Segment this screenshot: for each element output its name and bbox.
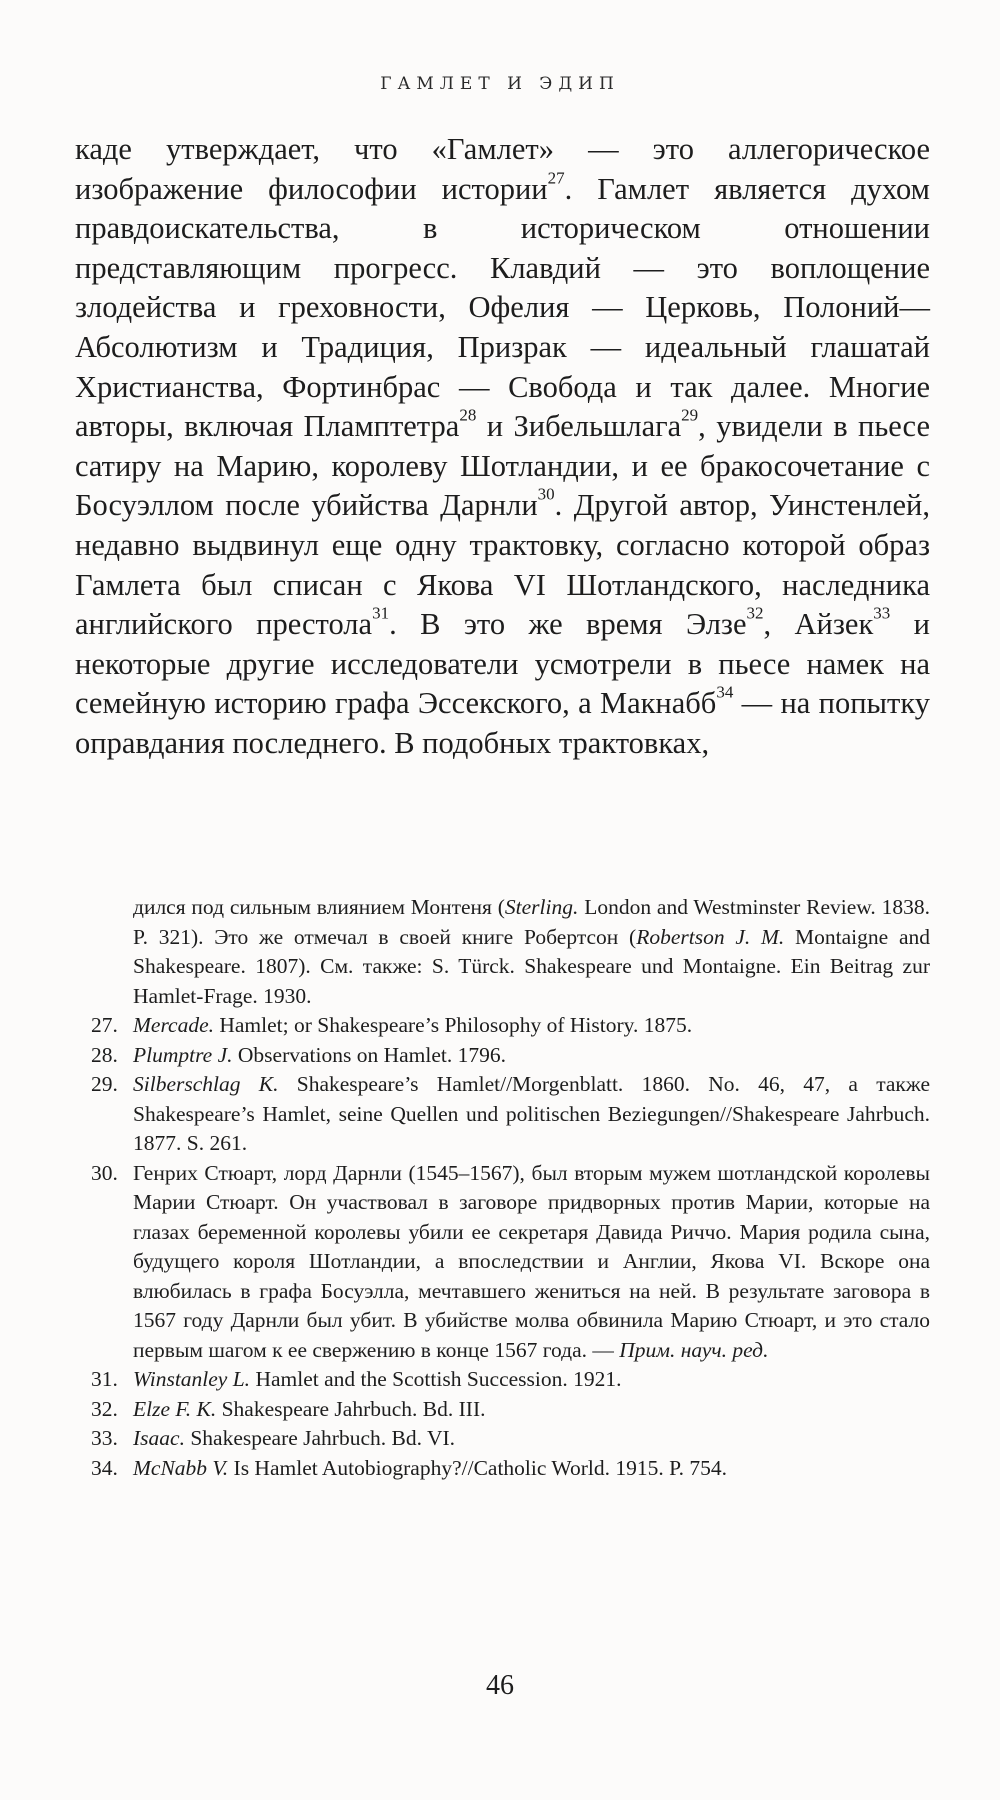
footnote-27: 27. Mercade. Hamlet; or Shakespeare’s Philosophy of History. 1875. bbox=[75, 1011, 930, 1041]
footnote-30: 30. Генрих Стюарт, лорд Дарнли (1545–1567), был вторым мужем шотландской королевы Марии Стюарт. Он участвовал в заговоре придворных против Марии, которые на глазах беременной королевы убили ее секретаря Давида Риччо. Мария родила сына, будущего короля Шотландии, а впоследствии и Англии, Якова VI. Вскоре она влюбилась в графа Босуэлла, мечтавшего жениться на ней. В результате заговора в 1567 году Дарнли был убит. В убийстве молва обвинила Марию Стюарт, и это стало первым шагом к ее свержению в конце 1567 года. — Прим. науч. ред. bbox=[91, 1160, 930, 1362]
footnote-33: 33. Isaac. Shakespeare Jahrbuch. Bd. VI. bbox=[75, 1424, 930, 1454]
footnote-ref-29[interactable]: 29 bbox=[681, 405, 699, 425]
footnote-ref-30[interactable]: 30 bbox=[537, 485, 555, 505]
footnote-number: 29. bbox=[91, 1072, 118, 1096]
main-paragraph: каде утверждает, что «Гамлет» — это аллегорическое изображение философии истории$^{27}$. Гамлет является духом правдоискательства, в историческом отношении представляющим прогресс. Клавдий — это воплощение злодейства и греховности, Офелия — Церковь, Полоний—Абсолютизм и Традиция, Призрак — идеальный глашатай Христианства, Фортинбрас — Свобода и так далее. Многие авторы, включая Пламптетра$^{28}$ и Зибельшлага$^{29}$, увидели в пьесе сатиру на Марию, королеву Шотландии, и ее бракосочетание с Босуэллом после убийства Дарнли$^{30}$. Другой автор, Уинстенлей, недавно выдвинул еще одну трактовку, согласно которой образ Гамлета был списан с Якова VI Шотландского, наследника английского престола$^{31}$. В это же время Элзе$^{32}$, Айзек$^{33}$ и некоторые другие исследователи усмотрели в пьесе намек на семейную историю графа Эссекского, а Макнабб$^{34}$ — на попытку оправдания последнего. В подобных трактовках, bbox=[75, 132, 930, 760]
footnote-31: 31. Winstanley L. Hamlet and the Scottish Succession. 1921. bbox=[75, 1365, 930, 1395]
footnote-26-continuation: дился под сильным влиянием Монтеня (Sterling. London and Westminster Review. 1838. P. 321). Это же отмечал в своей книге Робертсон (Robertson J. M. Montaigne and Shakespeare. 1807). См. также: S. Türck. Shakespeare und Montaigne. Ein Beitrag zur Hamlet-Frage. 1930. bbox=[133, 895, 930, 1008]
footnote-ref-32[interactable]: 32 bbox=[746, 603, 764, 623]
footnotes bbox=[75, 893, 930, 1483]
footnote-number: 33. bbox=[91, 1426, 118, 1450]
footnote-ref-34[interactable]: 34 bbox=[716, 683, 734, 703]
footnote-28: 28. Plumptre J. Observations on Hamlet. 1796. bbox=[75, 1041, 930, 1071]
footnote-ref-27[interactable]: 27 bbox=[547, 168, 565, 188]
footnote-number: 27. bbox=[91, 1013, 118, 1037]
footnote-number: 32. bbox=[91, 1396, 118, 1421]
running-head: ГАМЛЕТ И ЭДИП bbox=[380, 74, 620, 94]
footnote-32: 32. Elze F. K. Shakespeare Jahrbuch. Bd. III. bbox=[75, 1395, 930, 1425]
footnote-ref-33[interactable]: 33 bbox=[873, 603, 891, 623]
footnote-ref-31[interactable]: 31 bbox=[372, 603, 390, 623]
page-number: 46 bbox=[486, 1670, 514, 1701]
footnote-number: 31. bbox=[91, 1367, 118, 1391]
footnote-34: 34. McNabb V. Is Hamlet Autobiography?//Catholic World. 1915. P. 754. bbox=[75, 1454, 930, 1484]
footnote-number: 34. bbox=[91, 1455, 118, 1480]
footnote-number: 30. bbox=[91, 1160, 118, 1185]
footnote-29: 29. Silberschlag K. Shakespeare’s Hamlet//Morgenblatt. 1860. No. 46, 47, а также Shakespeare’s Hamlet, seine Quellen und politischen Beziegungen//Shakespeare Jahrbuch. 1877. S. 261. bbox=[91, 1072, 930, 1155]
footnote-ref-28[interactable]: 28 bbox=[459, 405, 477, 425]
footnote-number: 28. bbox=[91, 1042, 118, 1067]
